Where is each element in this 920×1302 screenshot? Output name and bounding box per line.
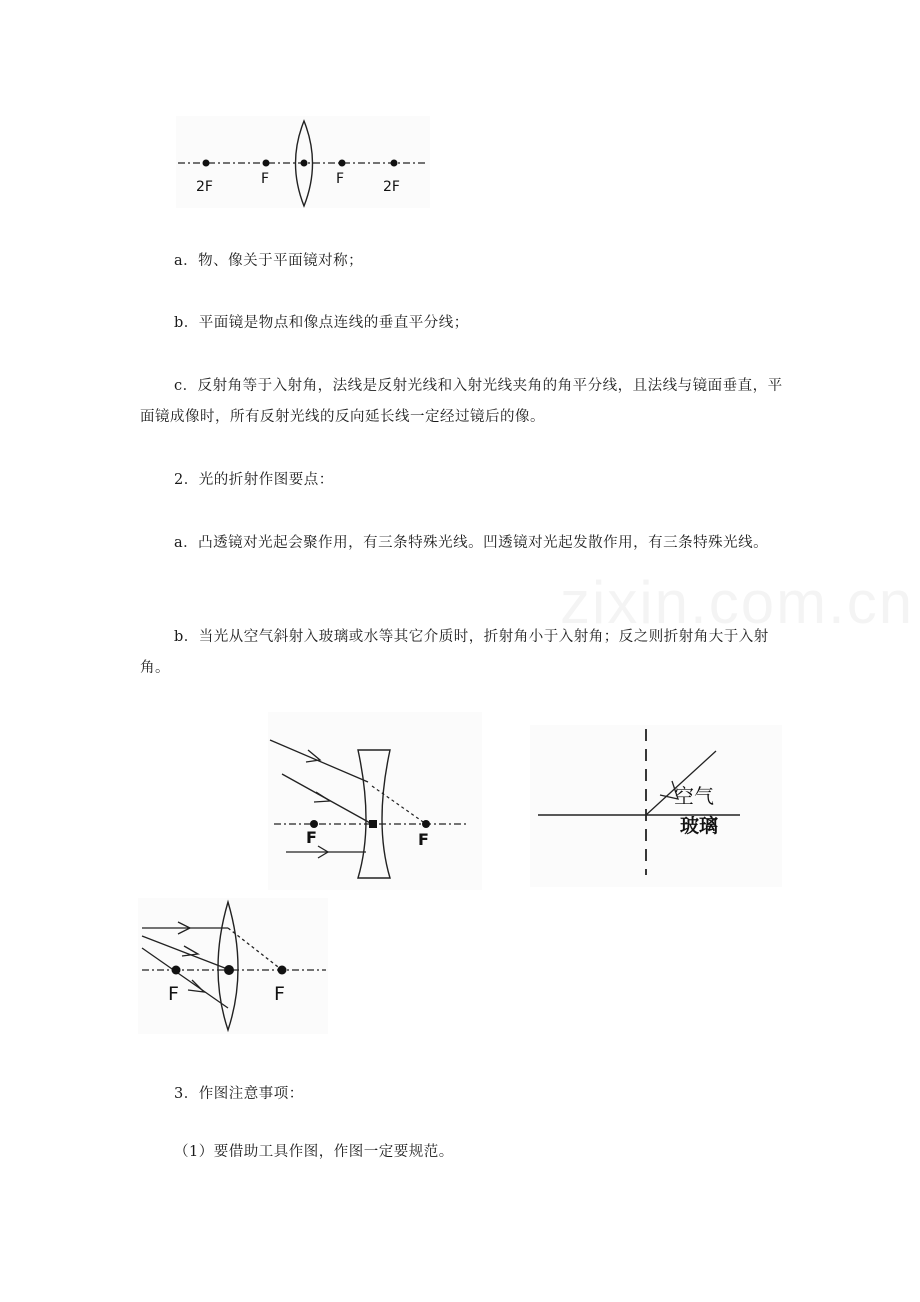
paragraph-c1: c．反射角等于入射角，法线是反射光线和入射光线夹角的角平分线，且法线与镜面垂直，平面镜成像时，所有反射光线的反向延长线一定经过镜后的像。: [140, 378, 783, 425]
label-f-right: F: [418, 830, 429, 849]
air-label: 空气: [674, 784, 714, 808]
concave-lens-figure: [268, 712, 482, 890]
point-2f-left: [203, 160, 210, 167]
lens-center: [369, 820, 377, 828]
lens-focal-points-figure: [176, 116, 430, 208]
focus-right: [278, 966, 287, 975]
refraction-figure: [530, 725, 782, 887]
note-1: （1）要借助工具作图，作图一定要规范。: [174, 1144, 454, 1160]
lens-center: [224, 965, 234, 975]
paragraph-a1: a．物、像关于平面镜对称；: [174, 253, 364, 269]
heading-2: 2．光的折射作图要点：: [174, 472, 334, 488]
arrow-2: [182, 946, 198, 956]
label-f-left: F: [306, 828, 317, 847]
focus-left: [172, 966, 181, 975]
label-2f-left: 2F: [196, 179, 213, 195]
dashed-extension: [372, 786, 426, 824]
label-2f-right: 2F: [383, 179, 400, 195]
heading-3: 3．作图注意事项：: [174, 1086, 304, 1102]
label-f-right: F: [336, 171, 345, 187]
point-f-left: [263, 160, 270, 167]
paragraph-b1: b．平面镜是物点和像点连线的垂直平分线；: [174, 315, 469, 331]
glass-label: 玻璃: [680, 815, 719, 837]
ray-1-refracted: [228, 928, 282, 970]
convex-lens-rays-figure: [138, 898, 328, 1034]
concave-lens: [358, 750, 390, 878]
point-2f-right: [391, 160, 398, 167]
focus-right: [422, 820, 430, 828]
paragraph-b2: b．当光从空气斜射入玻璃或水等其它介质时，折射角小于入射角；反之则折射角大于入射角。: [140, 629, 769, 676]
lens-center: [301, 160, 308, 167]
point-f-right: [339, 160, 346, 167]
ray-2: [142, 936, 230, 970]
ray-3: [142, 948, 228, 1008]
focus-left: [310, 820, 318, 828]
label-f-left: F: [168, 983, 179, 1005]
label-f-left: F: [261, 171, 270, 187]
paragraph-a2: a．凸透镜对光起会聚作用，有三条特殊光线。凹透镜对光起发散作用，有三条特殊光线。: [174, 535, 769, 551]
label-f-right: F: [274, 983, 285, 1005]
